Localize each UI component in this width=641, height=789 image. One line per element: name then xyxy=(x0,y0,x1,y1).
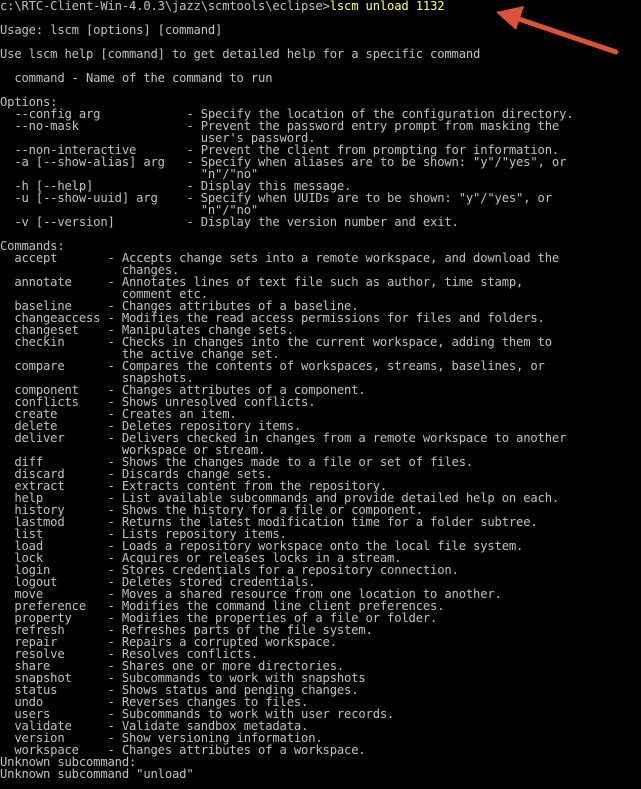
output-line: the active change set. xyxy=(0,347,280,361)
output-line: baseline - Changes attributes of a baseline. xyxy=(0,299,359,313)
output-line: lastmod - Returns the latest modification time for a folder subtree. xyxy=(0,515,538,529)
output-line: component - Changes attributes of a component. xyxy=(0,383,366,397)
output-line: accept - Accepts change sets into a remote workspace, and download the xyxy=(0,251,560,265)
output-line xyxy=(0,84,641,96)
output-line: deliver - Delivers checked in changes from a remote workspace to another xyxy=(0,431,567,445)
output-line: Unknown subcommand "unload" xyxy=(0,767,194,781)
output-line: move - Moves a shared resource from one location to another. xyxy=(0,587,502,601)
output-line: Use lscm help [command] to get detailed help for a specific command xyxy=(0,47,481,61)
output-line: history - Shows the history for a file or component. xyxy=(0,503,423,517)
output-line: snapshot - Subcommands to work with snapshots xyxy=(0,671,366,685)
output-line: compare - Compares the contents of workspaces, streams, baselines, or xyxy=(0,359,545,373)
output-line: load - Loads a repository workspace onto the local file system. xyxy=(0,539,524,553)
output-line: undo - Reverses changes to files. xyxy=(0,695,309,709)
output-line: resolve - Resolves conflicts. xyxy=(0,647,259,661)
output-line: property - Modifies the properties of a file or folder. xyxy=(0,611,438,625)
output-line: status - Shows status and pending changes. xyxy=(0,683,359,697)
output-line: preference - Modifies the command line client preferences. xyxy=(0,599,445,613)
output-line: discard - Discards change sets. xyxy=(0,467,273,481)
entered-command: lscm unload 1132 xyxy=(329,0,445,13)
output-line: workspace - Changes attributes of a workspace. xyxy=(0,743,366,757)
output-line: list - Lists repository items. xyxy=(0,527,287,541)
output-line: delete - Deletes repository items. xyxy=(0,419,302,433)
output-line: changeset - Manipulates change sets. xyxy=(0,323,294,337)
output-line xyxy=(0,228,641,240)
output-line: workspace or stream. xyxy=(0,443,266,457)
output-line: diff - Shows the changes made to a file or set of files. xyxy=(0,455,474,469)
output-line: --no-mask - Prevent the password entry prompt from masking the xyxy=(0,119,560,133)
output-line: "n"/"no" xyxy=(0,167,259,181)
output-line: Commands: xyxy=(0,239,65,253)
output-line: version - Show versioning information. xyxy=(0,731,323,745)
output-line: share - Shares one or more directories. xyxy=(0,659,345,673)
output-line: command - Name of the command to run xyxy=(0,71,273,85)
output-line: --config arg - Specify the location of the configuration directory. xyxy=(0,107,574,121)
output-line: refresh - Refreshes parts of the file system. xyxy=(0,623,373,637)
output-line: checkin - Checks in changes into the current workspace, adding them to xyxy=(0,335,552,349)
output-line: -h [--help] - Display this message. xyxy=(0,179,352,193)
output-line: -a [--show-alias] arg - Specify when aliases are to be shown: "y"/"yes", or xyxy=(0,155,567,169)
output-line: validate - Validate sandbox metadata. xyxy=(0,719,309,733)
output-line: changes. xyxy=(0,263,180,277)
output-line: repair - Repairs a corrupted workspace. xyxy=(0,635,337,649)
output-line: create - Creates an item. xyxy=(0,407,237,421)
output-line: annotate - Annotates lines of text file such as author, time stamp, xyxy=(0,275,524,289)
output-line: -u [--show-uuid] arg - Specify when UUIDs are to be shown: "y"/"yes", or xyxy=(0,191,552,205)
output-line: Usage: lscm [options] [command] xyxy=(0,23,223,37)
output-line: Unknown subcommand: xyxy=(0,755,137,769)
output-line: lock - Acquires or releases locks in a stream. xyxy=(0,551,402,565)
output-line: "n"/"no" xyxy=(0,203,259,217)
console-output xyxy=(0,12,641,780)
output-line: login - Stores credentials for a repository connection. xyxy=(0,563,459,577)
output-line: extract - Extracts content from the repository. xyxy=(0,479,388,493)
output-line: comment etc. xyxy=(0,287,208,301)
output-line: help - List available subcommands and provide detailed help on each. xyxy=(0,491,560,505)
command-prompt-line xyxy=(0,0,641,12)
output-line: conflicts - Shows unresolved conflicts. xyxy=(0,395,316,409)
output-line: snapshots. xyxy=(0,371,194,385)
output-line: users - Subcommands to work with user records. xyxy=(0,707,395,721)
output-line: changeaccess - Modifies the read access permissions for files and folders. xyxy=(0,311,545,325)
output-line: --non-interactive - Prevent the client from prompting for information. xyxy=(0,143,560,157)
output-line: Options: xyxy=(0,95,58,109)
prompt-path: c:\RTC-Client-Win-4.0.3\jazz\scmtools\eclipse> xyxy=(0,0,330,13)
output-line: -v [--version] - Display the version number and exit. xyxy=(0,215,459,229)
output-line: logout - Deletes stored credentials. xyxy=(0,575,316,589)
output-line: user's password. xyxy=(0,131,316,145)
